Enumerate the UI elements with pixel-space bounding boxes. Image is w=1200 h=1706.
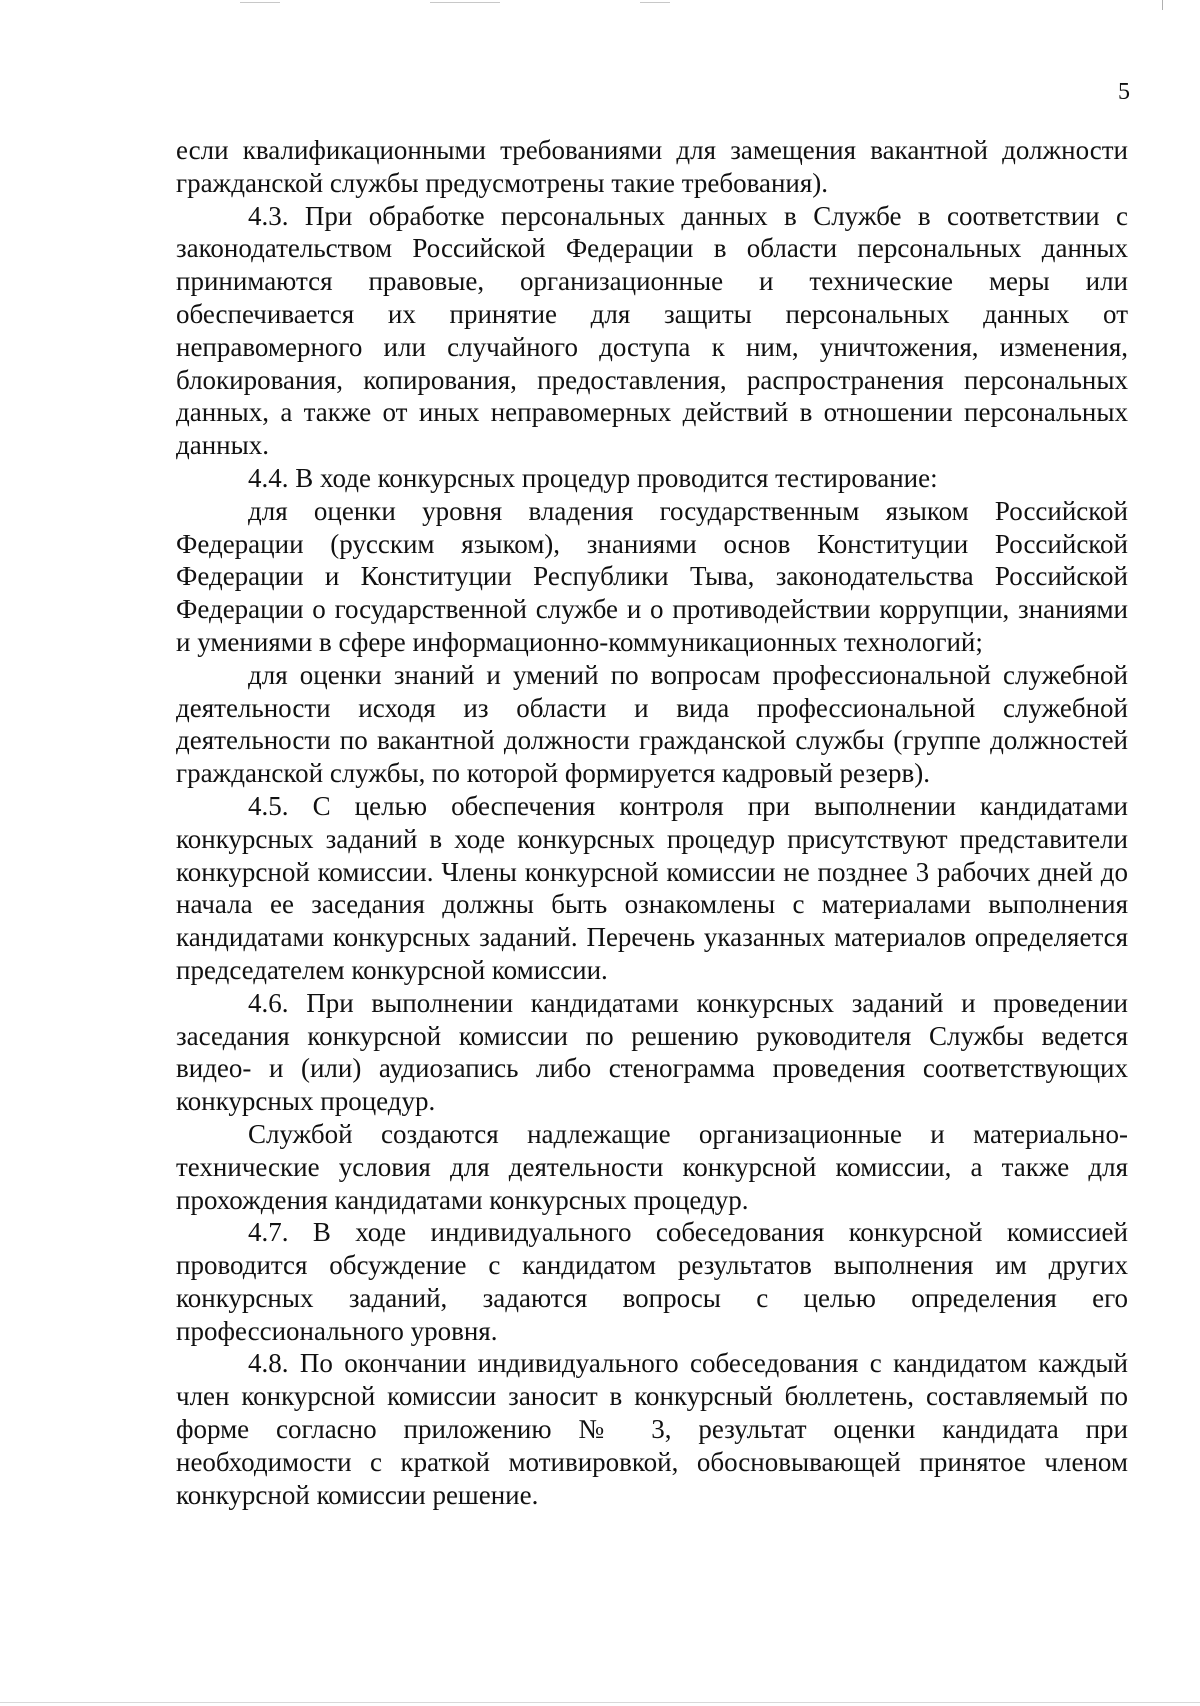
paragraph-4-4-language-testing: для оценки уровня владения государственным языком Российской Федерации (русским языком), знаниями основ Конституции Российской Федерации и Конституции Республики Тыва, законодательства Российской Федерации о государственной службе и о противодействии коррупции, знаниями и умениями в сфере информационно-коммуникационных технологий; [176, 495, 1128, 657]
scan-artifact [240, 2, 280, 3]
paragraph-4-6-conditions: Службой создаются надлежащие организационные и материально-технические условия для деятельности конкурсной комиссии, а также для прохождения кандидатами конкурсных процедур. [176, 1118, 1128, 1215]
paragraph-4-5: 4.5. С целью обеспечения контроля при выполнении кандидатами конкурсных заданий в ходе конкурсных процедур присутствуют представители конкурсной комиссии. Члены конкурсной комиссии не позднее 3 рабочих дней до начала ее заседания должны быть ознакомлены с материалами выполнения кандидатами конкурсных заданий. Перечень указанных материалов определяется председателем конкурсной комиссии. [176, 790, 1128, 985]
page-number: 5 [1118, 79, 1130, 105]
scan-artifact [640, 2, 670, 3]
paragraph-4-4: 4.4. В ходе конкурсных процедур проводится тестирование: [248, 462, 938, 493]
scan-artifact [0, 1702, 1200, 1703]
paragraph-4-4-professional-testing: для оценки знаний и умений по вопросам профессиональной служебной деятельности исходя из области и вида профессиональной служебной деятельности по вакантной должности гражданской службы (группе должностей гражданской службы, по которой формируется кадровый резерв). [176, 659, 1128, 789]
scan-artifact [430, 2, 500, 3]
paragraph-4-6: 4.6. При выполнении кандидатами конкурсных заданий и проведении заседания конкурсной комиссии по решению руководителя Службы ведется видео- и (или) аудиозапись либо стенограмма проведения соответствующих конкурсных процедур. [176, 987, 1128, 1117]
paragraph-requirements-end: если квалификационными требованиями для замещения вакантной должности гражданской службы предусмотрены такие требования). [176, 135, 1128, 198]
paragraph-4-7: 4.7. В ходе индивидуального собеседования конкурсной комиссией проводится обсуждение с кандидатом результатов выполнения им других конкурсных заданий, задаются вопросы с целью определения его профессионального уровня. [176, 1217, 1128, 1346]
document-body [176, 134, 1128, 1511]
paragraph-4-8: 4.8. По окончании индивидуального собеседования с кандидатом каждый член конкурсной комиссии заносит в конкурсный бюллетень, составляемый по форме согласно приложению № 3, результат оценки кандидата при необходимости с краткой мотивировкой, обосновывающей принятое членом конкурсной комиссии решение. [176, 1348, 1128, 1510]
scan-artifact [1162, 0, 1163, 10]
paragraph-4-3: 4.3. При обработке персональных данных в Службе в соответствии с законодательством Российской Федерации в области персональных данных принимаются правовые, организационные и технические меры или обеспечивается их принятие для защиты персональных данных от неправомерного или случайного доступа к ним, уничтожения, изменения, блокирования, копирования, предоставления, распространения персональных данных, а также от иных неправомерных действий в отношении персональных данных. [176, 200, 1128, 461]
